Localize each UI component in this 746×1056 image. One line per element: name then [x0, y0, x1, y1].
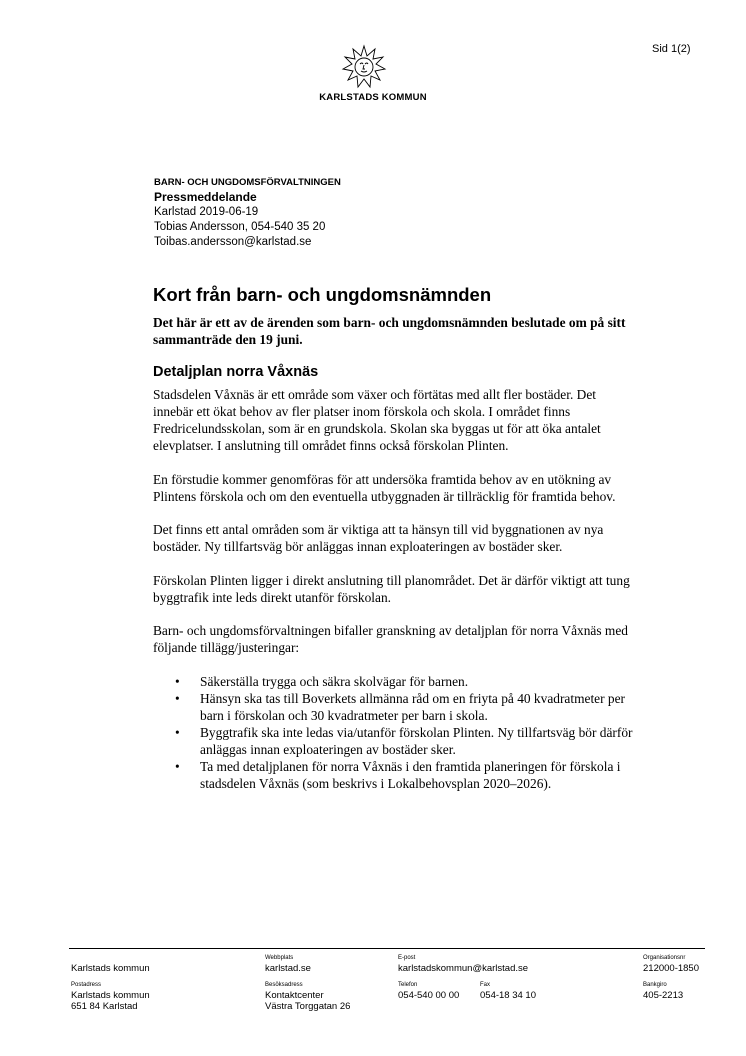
- footer-visit-line2: Västra Torggatan 26: [265, 1001, 351, 1012]
- page-title: Kort från barn- och ungdomsnämnden: [153, 284, 492, 305]
- footer-web-label: Webbplats: [265, 955, 294, 961]
- lead-paragraph: Det här är ett av de ärenden som barn- och ungdomsnämnden beslutade om på sitt sammanträde den 19 juni.: [153, 315, 626, 347]
- footer-bank-label: Bankgiro: [643, 982, 667, 988]
- list-item: • Säkerställa trygga och säkra skolvägar för barnen.: [200, 673, 633, 690]
- footer-web-link[interactable]: karlstad.se: [265, 963, 311, 974]
- paragraph: Barn- och ungdomsförvaltningen bifaller granskning av detaljplan för norra Våxnäs med följande tillägg/justeringar:: [153, 623, 628, 655]
- footer-orgnr-label: Organisationsnr: [643, 955, 686, 961]
- press-header: [154, 175, 341, 250]
- footer-bank: 405-2213: [643, 990, 684, 1001]
- section-title: Detaljplan norra Våxnäs: [153, 364, 319, 380]
- paragraph: Förskolan Plinten ligger i direkt anslutning till planområdet. Det är därför viktigt att tung byggtrafik inte leds direkt utanför förskolan.: [153, 572, 630, 605]
- footer-email-link[interactable]: karlstadskommun@karlstad.se: [398, 963, 529, 974]
- bullet-list: [153, 673, 633, 792]
- footer-visit-line1: Kontaktcenter: [265, 990, 324, 1001]
- paragraph: Det finns ett antal områden som är viktiga att ta hänsyn till vid byggnationen av nya bostäder. Ny tillfartsväg bör anläggas innan exploateringen av bostäder sker.: [153, 522, 604, 554]
- footer-fax-label: Fax: [480, 982, 491, 988]
- footer-divider: [69, 948, 705, 949]
- list-item: • Byggtrafik ska inte ledas via/utanför förskolan Plinten. Ny tillfartsväg bör därför anläggas innan exploateringen av bostäder sker.: [200, 724, 633, 758]
- place-date: Karlstad 2019-06-19: [154, 206, 259, 218]
- document-type: Pressmeddelande: [154, 190, 257, 204]
- department-name: BARN- OCH UNGDOMSFÖRVALTNINGEN: [154, 177, 341, 188]
- footer-postal-label: Postadress: [71, 982, 102, 988]
- list-item: • Ta med detaljplanen för norra Våxnäs i den framtida planeringen för förskola i stadsdelen Våxnäs (som beskrivs i Lokalbehovsplan 2020–2026).: [200, 758, 633, 792]
- contact-person: Tobias Andersson, 054-540 35 20: [154, 221, 326, 233]
- organisation-name: KARLSTADS KOMMUN: [319, 92, 427, 103]
- page-number: Sid 1(2): [652, 43, 691, 55]
- list-item: • Hänsyn ska tas till Boverkets allmänna råd om en friyta på 40 kvadratmeter per barn i förskolan och 30 kvadratmeter per barn i skola.: [200, 690, 633, 724]
- footer-visit-label: Besöksadress: [265, 982, 303, 988]
- sun-logo-icon: [341, 44, 387, 90]
- footer-name: Karlstads kommun: [71, 963, 150, 974]
- paragraph: En förstudie kommer genomföras för att undersöka framtida behov av en utökning av Plintens förskola och om den eventuella utbyggnaden är tillräcklig för framtida behov.: [153, 471, 616, 504]
- footer-postal-line2: 651 84 Karlstad: [71, 1001, 138, 1012]
- footer-email-label: E-post: [398, 955, 416, 961]
- paragraph: Stadsdelen Våxnäs är ett område som växer och förtätas med allt fler bostäder. Det innebär ett ökat behov av fler platser inom förskola och skola. I området finns Fredricelundsskolan, som är en grundskola. Skolan ska byggas ut för att öka antalet elevplatser. I anslutning till området finns också förskolan Plinten.: [153, 387, 601, 453]
- footer-orgnr: 212000-1850: [643, 963, 699, 974]
- footer-phone: 054-540 00 00: [398, 990, 460, 1001]
- footer-phone-label: Telefon: [398, 982, 418, 988]
- footer-postal-line1: Karlstads kommun: [71, 990, 150, 1001]
- body-text: [153, 386, 633, 792]
- contact-email: Toibas.andersson@karlstad.se: [154, 236, 312, 248]
- footer-fax: 054-18 34 10: [480, 990, 536, 1001]
